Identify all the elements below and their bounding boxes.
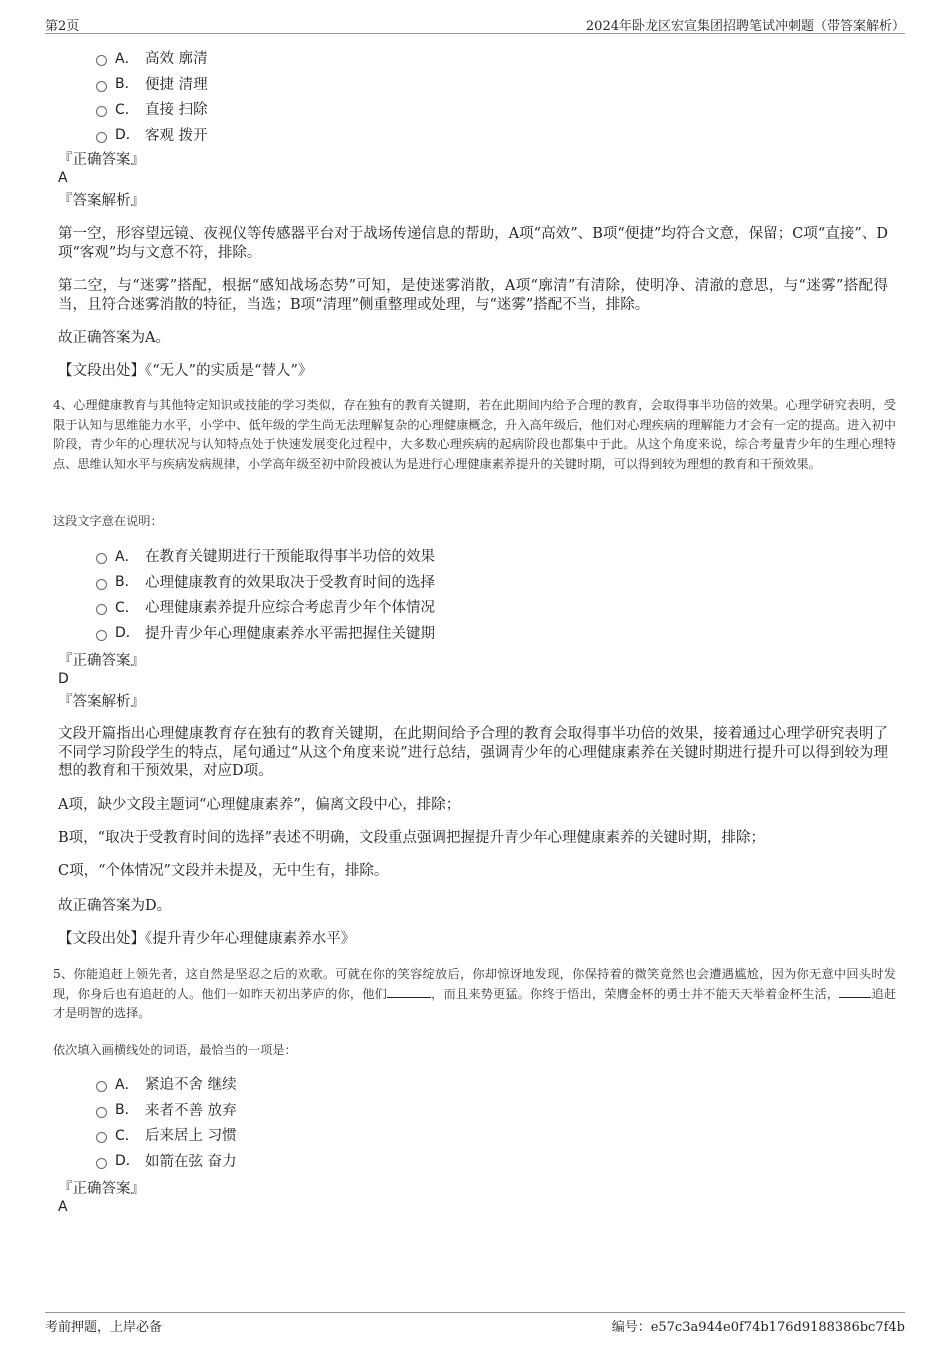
q4-analysis-p2: A项，缺少文段主题词“心理健康素养”，偏离文段中心，排除；	[58, 797, 461, 813]
radio-icon[interactable]	[96, 106, 107, 117]
radio-icon[interactable]	[96, 1158, 107, 1169]
q3-analysis-p1: 第一空，形容望远镜、夜视仪等传感器平台对于战场传递信息的帮助，A项“高效”、B项“便捷”均符合文意，保留；C项“直接”、D项“客观”均与文意不符，排除。	[58, 226, 888, 261]
radio-icon[interactable]	[96, 1132, 107, 1143]
document-title: 2024年卧龙区宏宣集团招聘笔试冲刺题（带答案解析）	[585, 19, 905, 34]
radio-icon[interactable]	[96, 132, 107, 143]
q3-answer-label: 『正确答案』	[58, 152, 145, 168]
q3-option-c[interactable]: C． 直接 扫除	[96, 96, 208, 122]
q3-options	[96, 45, 208, 147]
q4-answer-label: 『正确答案』	[58, 653, 145, 669]
radio-icon[interactable]	[96, 55, 107, 66]
radio-icon[interactable]	[96, 604, 107, 615]
q5-option-b[interactable]: B． 来者不善 放弃	[96, 1097, 237, 1123]
q4-option-b[interactable]: B． 心理健康教育的效果取决于受教育时间的选择	[96, 569, 435, 595]
q5-options	[96, 1071, 237, 1173]
footer-slogan: 考前押题，上岸必备	[45, 1320, 163, 1335]
q4-answer: D	[58, 671, 69, 687]
q4-option-c[interactable]: C． 心理健康素养提升应综合考虑青少年个体情况	[96, 594, 435, 620]
q5-stem: 5、你能追赶上领先者，这自然是坚忍之后的欢歌。可就在你的笑容绽放后，你却惊讶地发现，你保持着的微笑竟然也会遭遇尴尬，因为你无意中回头时发现，你身后也有追赶的人。他们一如昨天初出茅庐的你，他们 ，而且来势更猛。你终于悟出，荣膺金杯的勇士并不能天天举着金杯生活， 追赶才是明智的选择。	[53, 967, 897, 1020]
fill-blank-1[interactable]	[387, 986, 431, 998]
page-footer	[45, 1312, 905, 1334]
q5-prompt: 依次填入画横线处的词语，最恰当的一项是：	[53, 1043, 297, 1057]
q4-option-d[interactable]: D． 提升青少年心理健康素养水平需把握住关键期	[96, 620, 435, 646]
q4-options	[96, 543, 435, 645]
q4-stem: 4、心理健康教育与其他特定知识或技能的学习类似，存在独有的教育关键期，若在此期间内给予合理的教育，会取得事半功倍的效果。心理学研究表明，受限于认知与思维能力水平，小学中、低年级的学生尚无法理解复杂的心理健康概念，升入高年级后，他们对心理疾病的理解能力才会有一定的提高。进入初中阶段，青少年的心理状况与认知特点处于快速发展变化过程中，大多数心理疾病的起病阶段也都集中于此。从这个角度来说，综合考量青少年的生理心理特点、思维认知水平与疾病发病规律，小学高年级至初中阶段被认为是进行心理健康素养提升的关键时期，可以得到较为理想的教育和干预效果。	[53, 398, 896, 471]
q4-analysis-p4: C项，“个体情况”文段并未提及，无中生有，排除。	[58, 863, 389, 879]
fill-blank-2[interactable]	[839, 986, 871, 998]
q4-analysis-p5: 故正确答案为D。	[58, 898, 172, 914]
radio-icon[interactable]	[96, 1081, 107, 1092]
q3-analysis-p2: 第二空，与“迷雾”搭配，根据“感知战场态势”可知，是使迷雾消散，A项“廓清”有清除，使明净、清澈的意思，与“迷雾”搭配得当，且符合迷雾消散的特征，当选；B项“清理”侧重整理或处理，与“迷雾”搭配不当，排除。	[58, 278, 888, 313]
q4-option-a[interactable]: A． 在教育关键期进行干预能取得事半功倍的效果	[96, 543, 435, 569]
radio-icon[interactable]	[96, 630, 107, 641]
radio-icon[interactable]	[96, 579, 107, 590]
page-number: 第2页	[45, 19, 80, 34]
q3-option-d[interactable]: D． 客观 拨开	[96, 122, 208, 148]
q4-source: 【文段出处】《提升青少年心理健康素养水平》	[58, 931, 356, 947]
q3-answer: A	[58, 170, 68, 186]
page-header	[45, 14, 905, 34]
q4-analysis-label: 『答案解析』	[58, 694, 145, 710]
q5-answer: A	[58, 1199, 68, 1215]
q3-option-a[interactable]: A． 高效 廓清	[96, 45, 208, 71]
q4-analysis-p1: 文段开篇指出心理健康教育存在独有的教育关键期，在此期间给予合理的教育会取得事半功倍的效果，接着通过心理学研究表明了不同学习阶段学生的特点，尾句通过“从这个角度来说”进行总结，强调青少年的心理健康素养在关键时期进行提升可以得到较为理想的教育和干预效果，对应D项。	[58, 726, 888, 779]
q4-prompt: 这段文字意在说明：	[53, 514, 163, 528]
radio-icon[interactable]	[96, 81, 107, 92]
q5-option-d[interactable]: D． 如箭在弦 奋力	[96, 1148, 237, 1174]
radio-icon[interactable]	[96, 1107, 107, 1118]
q5-answer-label: 『正确答案』	[58, 1181, 145, 1197]
q3-option-b[interactable]: B． 便捷 清理	[96, 71, 208, 97]
q5-option-a[interactable]: A． 紧追不舍 继续	[96, 1071, 237, 1097]
q5-option-c[interactable]: C． 后来居上 习惯	[96, 1122, 237, 1148]
q3-source: 【文段出处】《“无人”的实质是“替人”》	[58, 363, 313, 379]
q3-analysis-label: 『答案解析』	[58, 193, 145, 209]
document-code: 编号：e57c3a944e0f74b176d9188386bc7f4b	[611, 1320, 905, 1335]
q3-analysis-p3: 故正确答案为A。	[58, 330, 170, 346]
q4-analysis-p3: B项，“取决于受教育时间的选择”表述不明确，文段重点强调把握提升青少年心理健康素养的关键时期，排除；	[58, 830, 765, 846]
radio-icon[interactable]	[96, 553, 107, 564]
